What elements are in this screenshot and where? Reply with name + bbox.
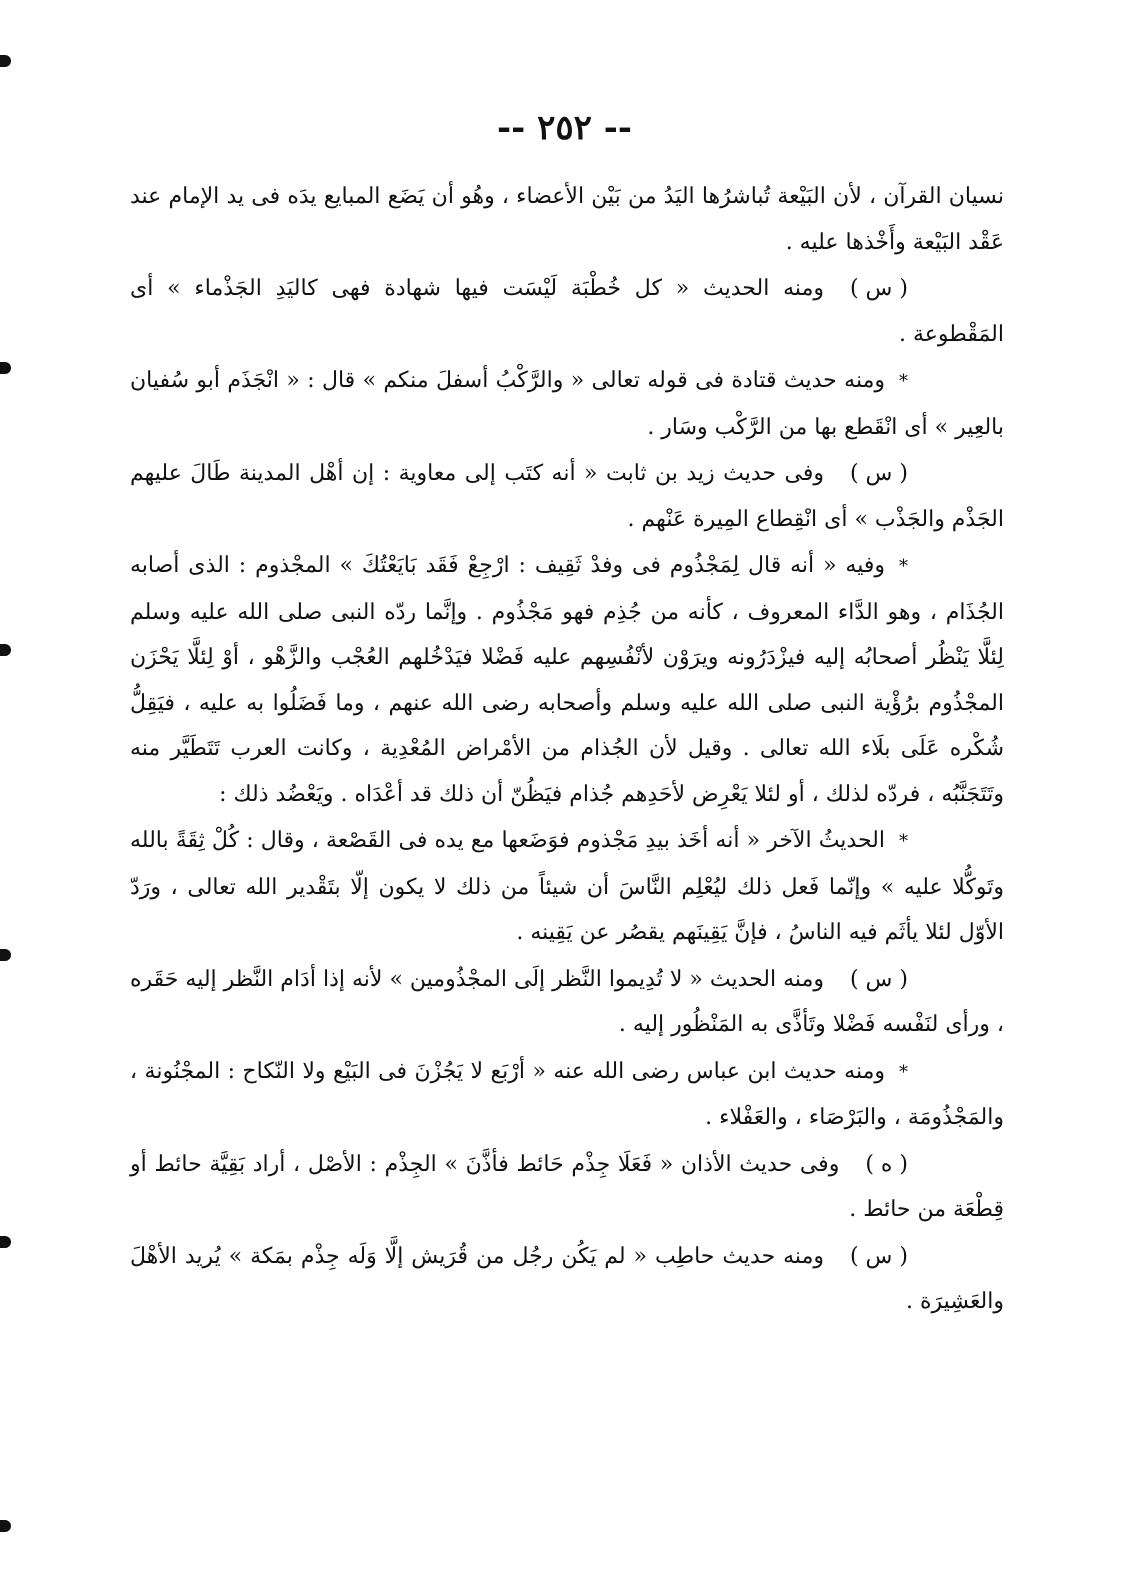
paragraph [130, 358, 1004, 450]
source-marker: ( س ) [849, 461, 908, 486]
star-marker: * [899, 556, 908, 577]
source-marker: ( س ) [849, 966, 908, 992]
star-marker: * [899, 1061, 908, 1083]
paragraph [130, 451, 1004, 542]
paragraph [130, 266, 1004, 357]
source-marker: ( س ) [849, 1243, 908, 1269]
scan-edge-mark [0, 55, 11, 67]
star-marker: * [899, 371, 908, 392]
paragraph-text: ومنه الحديث « لا تُدِيموا النَّظر إلَى المجْذُومين » لأنه إذا أدَام النَّظر إليه حَقَره ، ورأى لنَفْسه فَضْلا وتَأذَّى به المَنْظُور إليه . [130, 966, 1004, 1037]
scan-edge-mark [0, 362, 11, 374]
paragraph [130, 1234, 1004, 1325]
paragraph [130, 174, 1004, 265]
scan-edge-mark [0, 644, 11, 656]
paragraph-text: وفى حديث زيد بن ثابت « أنه كتَب إلى معاوية : إن أهْل المدينة طَالَ عليهم الجَذْم والجَذْب » أى انْقِطاع المِيرة عَنْهم . [130, 461, 1004, 532]
paragraph [130, 543, 1004, 817]
scan-edge-mark [0, 1520, 11, 1532]
page-number: -- ٢٥٢ -- [497, 108, 632, 148]
paragraph-text: ومنه حديث حاطِب « لم يَكُن رجُل من قُرَيش إلَّا وَلَه جِذْم بمَكة » يُريد الأهْلَ والعَشِيرَة . [130, 1243, 1004, 1314]
paragraph-text: ومنه الحديث « كل خُطْبَة لَيْسَت فيها شهادة فهى كاليَدِ الجَذْماء » أى المَقْطوعة . [130, 276, 1004, 347]
scan-edge-mark [0, 949, 11, 961]
source-marker: ( س ) [849, 276, 908, 301]
paragraph-text: ومنه حديث قتادة فى قوله تعالى « والرَّكْبُ أسفلَ منكم » قال : « انْجَذَم أبو سُفيان بالعِير » أى انْقَطع بها من الرَّكْب وسَار . [130, 368, 1004, 440]
scan-edge-mark [0, 1236, 11, 1248]
paragraph-text: الحديثُ الآخر « أنه أخَذ بيدِ مَجْذوم فوَضَعها مع يده فى القَصْعة ، وقال : كُلْ ثِقَةً بالله وتَوكُّلا عليه » وإنّما فَعل ذلك ليُعْلِم النَّاسَ أن شيئاً من ذلك لا يكون إلّا بتَقْدير الله تعالى ، ورَدّ الأوّل لئلا يأثَم فيه الناسُ ، فإنَّ يَقِينَهم يقصُر عن يَقِينه . [130, 828, 1004, 945]
paragraph-text: وفى حديث الأذان « فَعَلَا جِذْم حَائط فأذَّنَ » الجِذْم : الأصْل ، أراد بَقِيَّة حائط أو قِطْعَة من حائط . [130, 1151, 1004, 1222]
paragraph [130, 818, 1004, 956]
paragraph [130, 1049, 1004, 1141]
paragraph [130, 1142, 1004, 1233]
star-marker: * [899, 831, 908, 852]
page-content [130, 174, 1004, 1326]
paragraph [130, 957, 1004, 1048]
paragraph-text: نسيان القرآن ، لأن البَيْعة تُباشرُها اليَدُ من بَيْن الأعضاء ، وهُو أن يَضَع المبايع يدَه فى يد الإمام عند عَقْد البَيْعة وأَخْذها عليه . [130, 184, 1004, 255]
paragraph-text: وفيه « أنه قال لِمَجْذُوم فى وفدْ ثَقِيف : ارْجِعْ فَقَد بَايَعْتُكَ » المجْذوم : الذى أصابه الجُذَام ، وهو الدَّاء المعروف ، كأنه من جُذِم فهو مَجْذُوم . وإنَّما ردّه النبى صلى الله عليه وسلم لِئلَّا يَنْظُر أصحابُه إليه فيزْدَرُونه ويرَوْن لأنْفُسِهم عليه فَضْلا فيَدْخُلهم العُجْب والزَّهْو ، أوْ لِئلَّا يَحْزَن المجْذُوم برُؤْية النبى صلى الله عليه وسلم وأصحابه رضى الله عنهم ، وما فَضَلُوا به عليه ، فيَقِلُّ شُكْره عَلَى بلَاء الله تعالى . وقيل لأن الجُذام من الأمْراض المُعْدِية ، وكانت العرب تَتَطَيَّر منه وتَتَجَنَّبُه ، فردّه لذلك ، أو لئلا يَعْرِض لأحَدِهم جُذام فيَظُنّ أن ذلك قد أعْدَاه . ويَعْضُد ذلك : [130, 553, 1004, 807]
paragraph-text: ومنه حديث ابن عباس رضى الله عنه « أرْبَع لا يَجُزْنَ فى البَيْع ولا النّكاح : المجْنُونة ، والمَجْذُومَة ، والبَرْصَاء ، والعَفْلاء . [130, 1058, 1004, 1130]
source-marker: ( ه ) [865, 1151, 908, 1177]
